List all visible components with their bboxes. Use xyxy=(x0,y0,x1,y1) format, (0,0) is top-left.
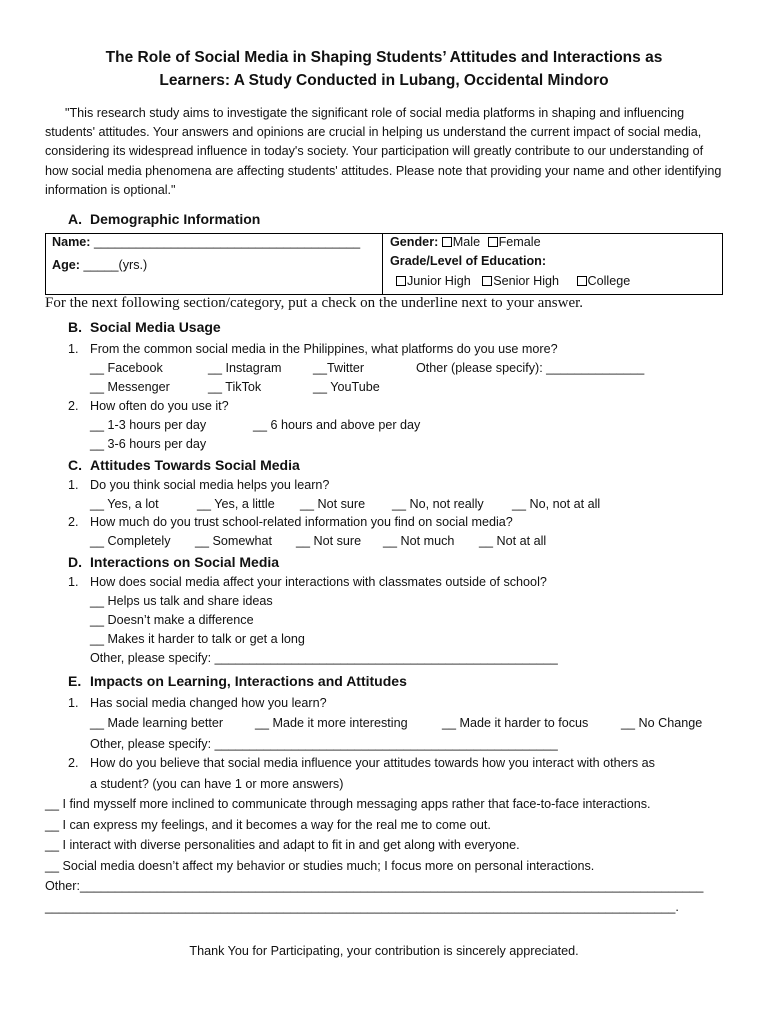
name-line[interactable]: ______________________________________ xyxy=(94,235,361,249)
gender-label: Gender: xyxy=(390,235,439,249)
other-line-1[interactable]: _________________________________________________________________________________________ xyxy=(80,879,704,893)
checkbox-icon[interactable] xyxy=(482,276,492,286)
section-a-title: Demographic Information xyxy=(90,211,261,227)
option-messenger[interactable]: __ Messenger xyxy=(90,380,170,394)
grade-senior-high-option[interactable] xyxy=(482,274,559,288)
grade-options xyxy=(396,274,630,288)
option-instagram[interactable]: __ Instagram xyxy=(208,361,282,375)
section-d-letter: D. xyxy=(68,554,82,570)
question-c1: Do you think social media helps you learn? xyxy=(90,478,330,492)
question-e1: Has social media changed how you learn? xyxy=(90,696,327,710)
section-c-letter: C. xyxy=(68,457,82,473)
section-d-title: Interactions on Social Media xyxy=(90,554,280,570)
option-somewhat[interactable]: __ Somewhat xyxy=(195,534,273,548)
option-more-interesting[interactable]: __ Made it more interesting xyxy=(255,716,408,730)
name-label: Name: xyxy=(52,235,91,249)
question-c2: How much do you trust school-related information you find on social media? xyxy=(90,515,513,529)
option-no-not-really[interactable]: __ No, not really xyxy=(392,497,484,511)
option-express-feelings[interactable]: __ I can express my feelings, and it becomes a way for the real me to come out. xyxy=(45,818,491,832)
grade-junior-high-label: Junior High xyxy=(407,274,471,288)
option-helps-talk[interactable]: __ Helps us talk and share ideas xyxy=(90,594,273,608)
other-specify-field[interactable]: Other, please specify: _________________________________________________ xyxy=(90,737,558,751)
option-harder-to-talk[interactable]: __ Makes it harder to talk or get a long xyxy=(90,632,305,646)
gender-female-label: Female xyxy=(498,235,541,249)
title-line-1: The Role of Social Media in Shaping Students’ Attitudes and Interactions as xyxy=(105,49,663,66)
grade-college-label: College xyxy=(587,274,631,288)
age-label: Age: xyxy=(52,258,80,272)
section-b-title: Social Media Usage xyxy=(90,319,221,335)
section-e-letter: E. xyxy=(68,673,82,689)
name-field[interactable] xyxy=(52,235,360,249)
gender-field xyxy=(390,235,541,249)
other-label: Other: xyxy=(45,879,80,893)
option-yes-a-little[interactable]: __ Yes, a little xyxy=(197,497,275,511)
other-field[interactable] xyxy=(45,879,703,893)
option-youtube[interactable]: __ YouTube xyxy=(313,380,380,394)
option-other-platform[interactable]: Other (please specify): ______________ xyxy=(416,361,645,375)
grade-college-option[interactable] xyxy=(577,274,631,288)
grade-label: Grade/Level of Education: xyxy=(390,254,547,268)
grade-junior-high-option[interactable] xyxy=(396,274,471,288)
option-no-change[interactable]: __ No Change xyxy=(621,716,703,730)
question-number: 1. xyxy=(68,478,79,492)
question-d1: How does social media affect your interactions with classmates outside of school? xyxy=(90,575,547,589)
option-no-difference[interactable]: __ Doesn’t make a difference xyxy=(90,613,254,627)
option-facebook[interactable]: __ Facebook xyxy=(90,361,163,375)
option-6-hours-above[interactable]: __ 6 hours and above per day xyxy=(253,418,421,432)
thank-you-note: Thank You for Participating, your contribution is sincerely appreciated. xyxy=(189,944,579,958)
option-no-not-at-all[interactable]: __ No, not at all xyxy=(512,497,601,511)
option-not-much[interactable]: __ Not much xyxy=(383,534,455,548)
question-e2-line-1: How do you believe that social media influence your attitudes towards how you interact with others as xyxy=(90,756,655,770)
option-tiktok[interactable]: __ TikTok xyxy=(208,380,262,394)
option-3-6-hours[interactable]: __ 3-6 hours per day xyxy=(90,437,207,451)
option-not-at-all[interactable]: __ Not at all xyxy=(479,534,547,548)
option-1-3-hours[interactable]: __ 1-3 hours per day xyxy=(90,418,207,432)
option-twitter[interactable]: __Twitter xyxy=(313,361,365,375)
section-a-letter: A. xyxy=(68,211,82,227)
checkbox-icon[interactable] xyxy=(442,237,452,247)
gender-female-option[interactable] xyxy=(488,235,541,249)
option-yes-a-lot[interactable]: __ Yes, a lot xyxy=(90,497,159,511)
option-not-sure[interactable]: __ Not sure xyxy=(296,534,362,548)
section-e-title: Impacts on Learning, Interactions and Attitudes xyxy=(90,673,407,689)
question-number: 2. xyxy=(68,756,79,770)
option-not-sure[interactable]: __ Not sure xyxy=(300,497,366,511)
option-messaging-apps[interactable]: __ I find mysself more inclined to communicate through messaging apps rather that face-to-face interactions. xyxy=(45,797,651,811)
age-field[interactable] xyxy=(52,258,147,272)
gender-male-label: Male xyxy=(452,235,481,249)
question-b1: From the common social media in the Philippines, what platforms do you use more? xyxy=(90,342,558,356)
intro-paragraph: "This research study aims to investigate the significant role of social media platforms in shaping and influencing students' attitudes. Your answers and opinions are crucial in helping us understand the current impact of social media, considering its widespread influence in today's society. Your participation will greatly contribute to our understanding of how social media phenomena are affecting students' attitudes. Please note that providing your name and other identifying information is optional." xyxy=(45,106,722,197)
option-learning-better[interactable]: __ Made learning better xyxy=(90,716,224,730)
checkbox-icon[interactable] xyxy=(488,237,498,247)
demographic-divider xyxy=(382,233,383,294)
other-specify-field[interactable]: Other, please specify: _________________________________________________ xyxy=(90,651,558,665)
option-no-effect[interactable]: __ Social media doesn’t affect my behavior or studies much; I focus more on personal interactions. xyxy=(45,859,595,873)
other-line-2[interactable]: __________________________________________________________________________________________. xyxy=(45,900,679,914)
question-number: 1. xyxy=(68,342,79,356)
title-line-2: Learners: A Study Conducted in Lubang, Occidental Mindoro xyxy=(159,72,609,89)
section-c-title: Attitudes Towards Social Media xyxy=(90,457,300,473)
instruction-text: For the next following section/category, put a check on the underline next to your answer. xyxy=(45,295,584,311)
question-number: 2. xyxy=(68,399,79,413)
checkbox-icon[interactable] xyxy=(577,276,587,286)
section-b-letter: B. xyxy=(68,319,82,335)
option-completely[interactable]: __ Completely xyxy=(90,534,171,548)
question-b2: How often do you use it? xyxy=(90,399,229,413)
age-line[interactable]: _____(yrs.) xyxy=(83,258,148,272)
question-number: 1. xyxy=(68,696,79,710)
question-number: 2. xyxy=(68,515,79,529)
gender-male-option[interactable] xyxy=(442,235,480,249)
option-harder-to-focus[interactable]: __ Made it harder to focus xyxy=(442,716,589,730)
question-number: 1. xyxy=(68,575,79,589)
option-diverse-personalities[interactable]: __ I interact with diverse personalities and adapt to fit in and get along with everyone. xyxy=(45,838,520,852)
checkbox-icon[interactable] xyxy=(396,276,406,286)
grade-senior-high-label: Senior High xyxy=(493,274,560,288)
question-e2-line-2: a student? (you can have 1 or more answers) xyxy=(90,777,344,791)
